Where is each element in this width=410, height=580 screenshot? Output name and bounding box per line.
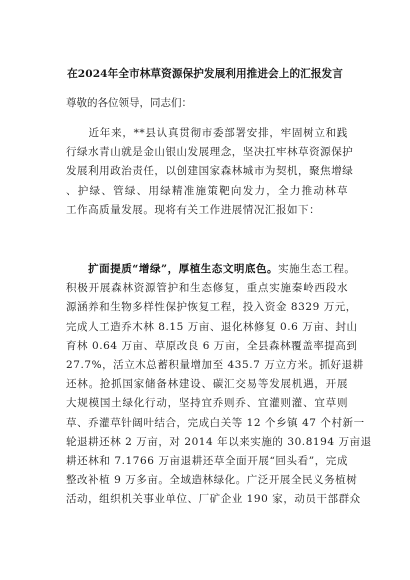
paragraph-line-rest: 实施生态工程。 [278,263,356,275]
paragraph-line: 耕还林和 7.1766 万亩退耕还草全面开展“回头看”，完成 [66,455,348,468]
paragraph-line: 行绿水青山就是金山银山发展理念，坚决扛牢林草资源保护 [66,146,354,159]
paragraph-line: 源涵养和生物多样性保护恢复工程，投入资金 8329 万元， [66,301,357,314]
paragraph-greening [66,260,372,510]
paragraph-line: 还林。抢抓国家储备林建设、碳汇交易等发展机遇，开展 [66,378,348,391]
paragraph-line: 27.7%，活立木总蓄积量增加至 435.7 万立方米。抓好退耕 [66,359,364,372]
paragraph-line: 活动，组织机关事业单位、厂矿企业 190 家，动员干部群众 [66,493,361,506]
document-title: 在2024年全市林草资源保护发展利用推进会上的汇报发言 [67,68,343,80]
paragraph-line: 整改补植 9 万多亩。全域造林绿化。广泛开展全民义务植树 [66,474,358,487]
paragraph-line: 工作高质量发展。现将有关工作进展情况汇报如下： [66,203,321,216]
paragraph-line: 大规模国土绿化行动，坚持宜乔则乔、宜灌则灌、宜草则 [66,397,348,410]
paragraph-line: 完成人工造乔木林 8.15 万亩、退化林修复 0.6 万亩、封山 [66,320,358,333]
salutation: 尊敬的各位领导，同志们： [66,97,192,109]
paragraph-line: 育林 0.64 万亩、草原改良 6 万亩，全县森林覆盖率提高到 [66,339,358,352]
paragraph-line: 、护绿、管绿、用绿精准施策靶向发力，全力推动林草 [66,184,348,197]
section-lead-heading: 扩面提质“增绿”，厚植生态文明底色。 [88,263,279,275]
paragraph-intro [66,124,354,220]
paragraph-line: 轮退耕还林 2 万亩，对 2014 年以来实施的 30.8194 万亩退 [66,435,372,448]
paragraph-line: 草、乔灌草针阔叶结合，完成白关等 12 个乡镇 47 个村新一 [66,416,365,429]
paragraph-line: 发展利用政治责任，以创建国家森林城市为契机，聚焦增绿 [66,165,354,178]
paragraph-first-line [66,260,356,279]
paragraph-line: 积极开展森林资源管护和生态修复，重点实施秦岭西段水 [66,282,348,295]
paragraph-line: 近年来，**县认真贯彻市委部署安排，牢固树立和践 [66,127,348,139]
